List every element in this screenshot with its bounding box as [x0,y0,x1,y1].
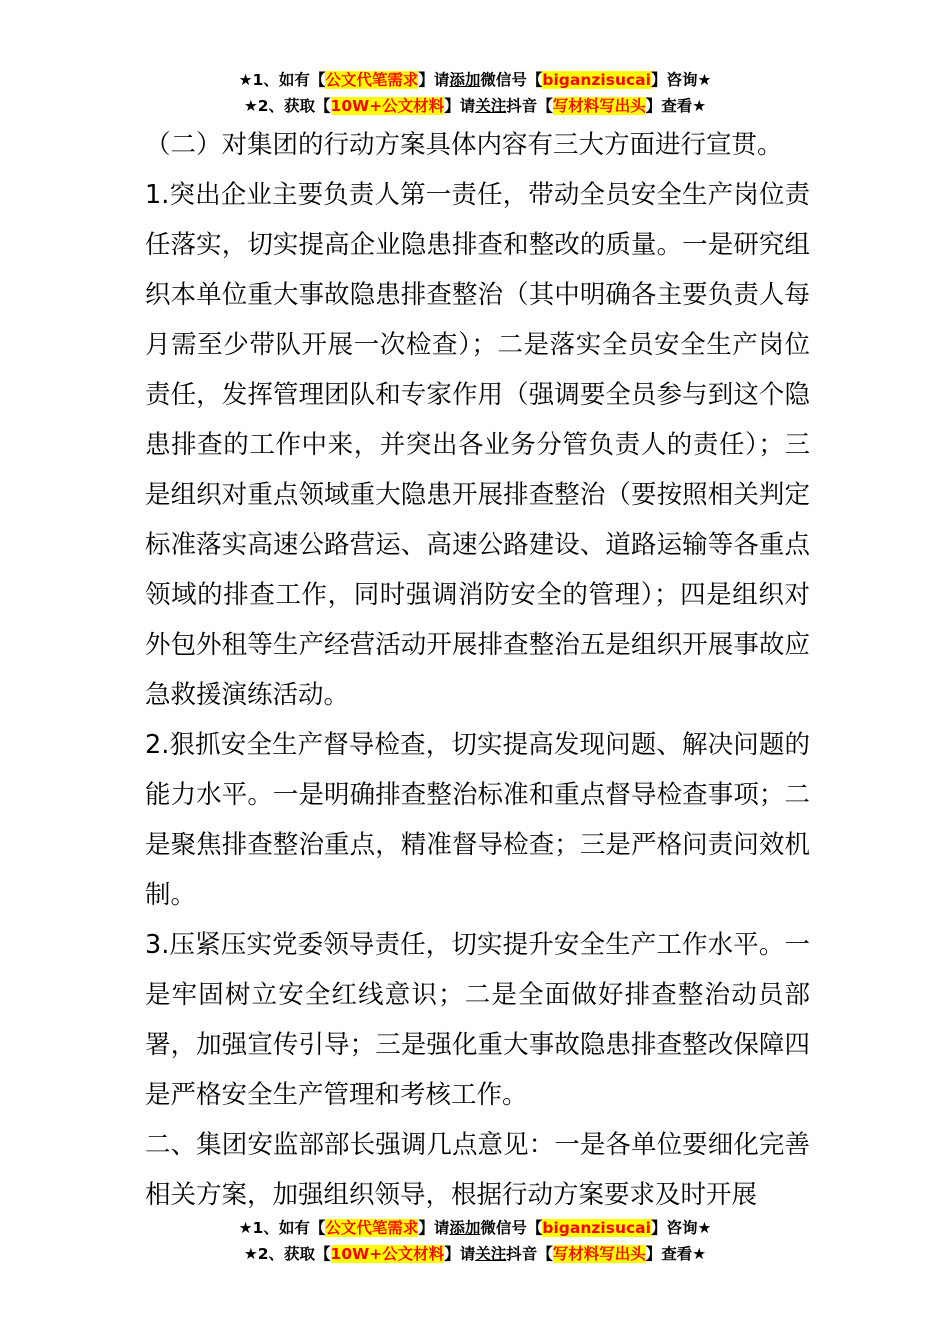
paragraph-item-1: 1.突出企业主要负责人第一责任，带动全员安全生产岗位责任落实，切实提高企业隐患排查和整改的质量。一是研究组织本单位重大事故隐患排查整治（其中明确各主要负责人每月需至少带队开展一次检查）；二是落实全员安全生产岗位责任，发挥管理团队和专家作用（强调要全员参与到这个隐患排查的工作中来，并突出各业务分管负责人的责任）；三是组织对重点领域重大隐患开展排查整治（要按照相关判定标准落实高速公路营运、高速公路建设、道路运输等各重点领域的排查工作，同时强调消防安全的管理）；四是组织对外包外租等生产经营活动开展排查整治五是组织开展事故应急救援演练活动。 [145,180,810,710]
star-icon: ★ [238,71,253,89]
banner-line-2: ★2、获取【10W+公文材料】请关注抖音【写材料写出头】查看★ [243,1245,707,1263]
highlight-ghostwriting: 公文代笔需求 [325,1219,419,1237]
highlight-douyin: 写材料写出头 [552,1245,646,1263]
star-icon: ★ [238,1219,253,1237]
footer-banner [0,1215,950,1267]
paragraph-item-2: 2.狠抓安全生产督导检查，切实提高发现问题、解决问题的能力水平。一是明确排查整治标准和重点督导检查事项；二是聚焦排查整治重点，精准督导检查；三是严格问责问效机制。 [145,730,810,910]
highlight-ghostwriting: 公文代笔需求 [325,71,419,89]
star-icon: ★ [243,1245,258,1263]
paragraph-section-two: 二、集团安监部部长强调几点意见：一是各单位要细化完善相关方案，加强组织领导，根据行动方案要求及时开展 [145,1130,810,1210]
paragraph-section-2-intro: （二）对集团的行动方案具体内容有三大方面进行宣贯。 [145,130,783,160]
highlight-wechat-id: biganzisucai [542,71,651,89]
highlight-materials: 10W+公文材料 [330,1245,445,1263]
star-icon: ★ [243,97,258,115]
banner-line-2: ★2、获取【10W+公文材料】请关注抖音【写材料写出头】查看★ [243,97,707,115]
paragraph-item-3: 3.压紧压实党委领导责任，切实提升安全生产工作水平。一是牢固树立安全红线意识；二是全面做好排查整治动员部署，加强宣传引导；三是强化重大事故隐患排查整改保障四是严格安全生产管理和考核工作。 [145,930,810,1110]
banner-line-1: ★1、如有【公文代笔需求】请添加微信号【biganzisucai】咨询★ [238,1219,712,1237]
highlight-wechat-id: biganzisucai [542,1219,651,1237]
banner-line-1: ★1、如有【公文代笔需求】请添加微信号【biganzisucai】咨询★ [238,71,712,89]
header-banner [0,67,950,119]
highlight-douyin: 写材料写出头 [552,97,646,115]
document-body [145,120,810,1220]
highlight-materials: 10W+公文材料 [330,97,445,115]
